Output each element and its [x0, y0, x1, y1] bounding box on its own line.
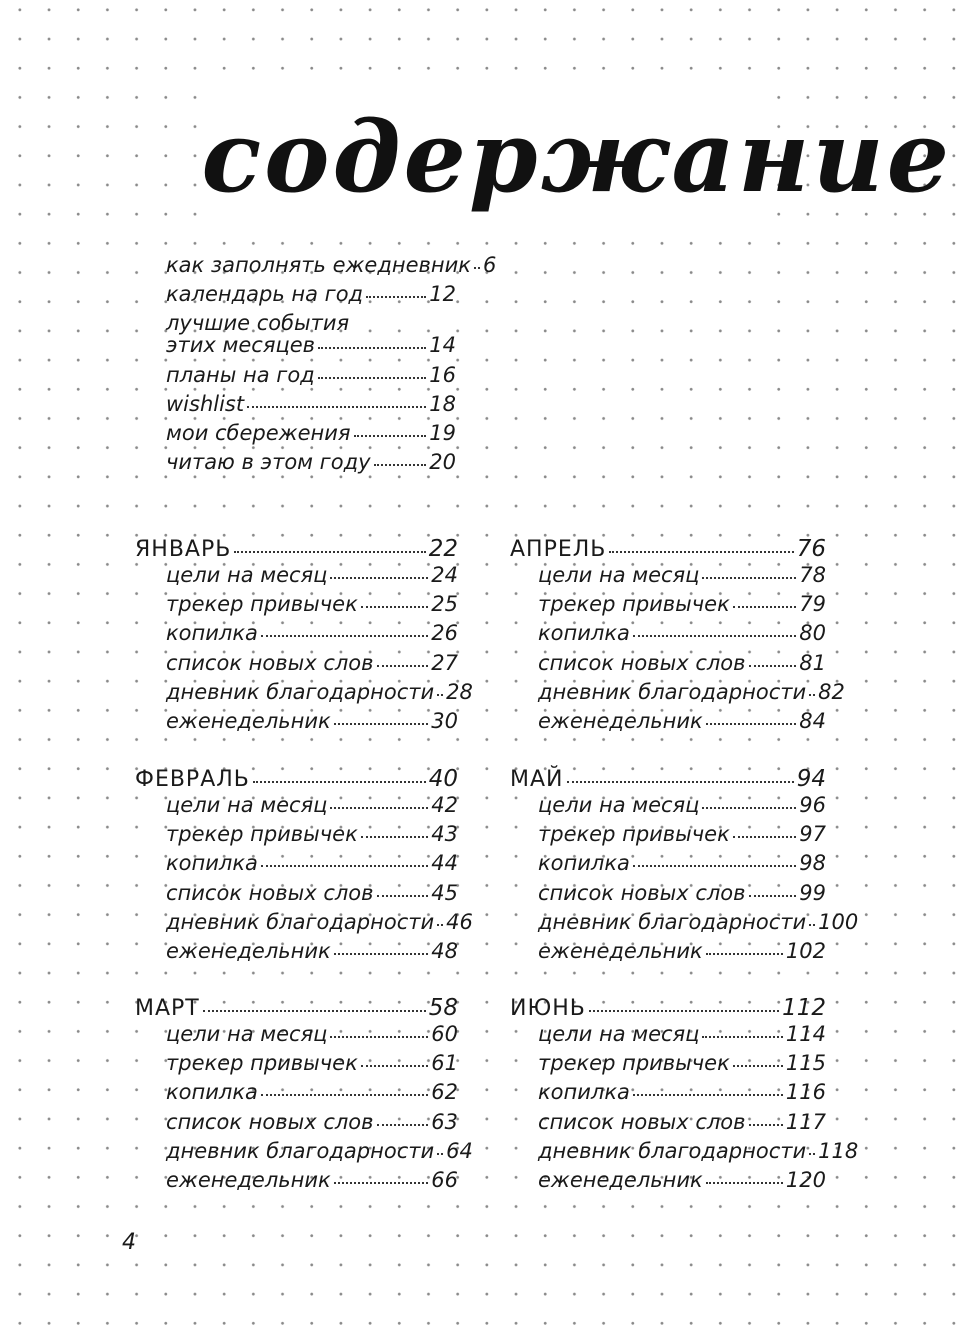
toc-page-number: 44 — [431, 851, 458, 876]
toc-entry[interactable] — [538, 938, 826, 964]
toc-page-number: 114 — [785, 1022, 826, 1046]
toc-entry-label: дневник благодарности — [538, 909, 807, 934]
toc-page-number: 20 — [429, 450, 456, 475]
toc-entry-label: ФЕВРАЛЬ — [135, 767, 250, 792]
toc-entry[interactable] — [166, 880, 458, 906]
toc-page-number: 6 — [482, 253, 497, 277]
dot-leader — [261, 1093, 428, 1096]
toc-entry-label: этих месяцев — [166, 333, 316, 358]
toc-entry-label: мои сбережения — [166, 421, 351, 445]
toc-page-number: 98 — [799, 851, 826, 876]
dot-leader — [706, 722, 797, 725]
toc-entry[interactable] — [538, 1079, 826, 1105]
toc-page-number: 62 — [431, 1080, 458, 1105]
toc-entry-label: трекер привычек — [538, 822, 730, 847]
dot-leader — [377, 894, 429, 897]
toc-entry-label: дневник благодарности — [538, 1138, 807, 1163]
toc-page-number: 76 — [796, 536, 826, 562]
toc-entry[interactable] — [538, 708, 826, 734]
toc-page-number: 81 — [799, 650, 826, 675]
toc-page-number: 58 — [428, 995, 458, 1021]
toc-entry[interactable] — [538, 909, 859, 935]
toc-entry[interactable] — [166, 420, 456, 446]
toc-entry[interactable] — [538, 880, 826, 906]
toc-entry-label: список новых слов — [166, 880, 374, 905]
toc-page-number: 84 — [799, 709, 826, 733]
toc-entry-label: цели на месяц — [538, 1022, 700, 1046]
dot-leader — [261, 634, 428, 637]
toc-entry[interactable] — [538, 679, 845, 705]
toc-page-number: 26 — [431, 621, 458, 646]
dot-leader — [330, 806, 428, 809]
toc-page-number: 14 — [429, 333, 456, 358]
toc-page-number: 60 — [431, 1022, 458, 1046]
toc-entry-label: трекер привычек — [538, 1051, 730, 1076]
toc-page-number: 117 — [785, 1109, 826, 1134]
toc-entry[interactable] — [166, 938, 458, 964]
dot-leader — [203, 1009, 426, 1012]
page-title: содержание — [202, 88, 762, 228]
toc-page-number: 43 — [431, 822, 458, 847]
dot-leader — [366, 295, 426, 298]
dot-leader — [809, 693, 815, 696]
toc-entry[interactable] — [538, 1021, 826, 1047]
toc-entry-label: копилка — [166, 621, 258, 646]
toc-page-number: 82 — [818, 679, 845, 704]
dot-leader — [437, 693, 443, 696]
dot-leader — [247, 405, 426, 408]
toc-entry-label: дневник благодарности — [166, 679, 435, 704]
dot-leader — [330, 1035, 428, 1038]
dot-leader — [377, 664, 429, 667]
toc-entry-label: копилка — [538, 851, 630, 876]
toc-page-number: 12 — [429, 282, 456, 307]
dot-leader — [749, 894, 797, 897]
toc-entry[interactable] — [166, 281, 456, 307]
toc-entry[interactable] — [166, 792, 458, 818]
toc-entry-label: дневник благодарности — [538, 679, 807, 704]
toc-entry-label: список новых слов — [538, 1109, 746, 1134]
toc-entry-label: календарь на год — [166, 282, 364, 307]
toc-entry[interactable] — [166, 650, 458, 676]
toc-entry-label: ИЮНЬ — [510, 996, 586, 1021]
toc-page-number: 16 — [429, 362, 456, 387]
toc-entry-label: еженедельник — [166, 1168, 331, 1192]
toc-entry[interactable] — [166, 1109, 458, 1135]
toc-page-number: 42 — [431, 793, 458, 817]
toc-entry[interactable] — [166, 1079, 458, 1105]
toc-entry-label: читаю в этом году — [166, 450, 371, 475]
toc-entry[interactable] — [538, 850, 826, 876]
dot-leader — [261, 864, 428, 867]
toc-entry-label: wishlist — [166, 391, 245, 416]
dot-leader — [234, 550, 425, 553]
toc-page-number: 48 — [431, 939, 458, 963]
dot-leader — [809, 923, 815, 926]
dot-leader — [589, 1009, 779, 1012]
dot-leader — [437, 923, 443, 926]
dot-leader — [809, 1152, 815, 1155]
dot-leader — [354, 434, 427, 437]
toc-page-number: 19 — [429, 421, 456, 445]
dot-leader — [330, 576, 428, 579]
dot-leader — [733, 835, 796, 838]
dot-leader — [437, 1152, 443, 1155]
toc-page-number: 28 — [446, 679, 473, 704]
toc-entry[interactable] — [166, 1167, 458, 1193]
toc-page-number: 24 — [431, 563, 458, 587]
toc-section-heading[interactable] — [510, 766, 826, 793]
toc-entry[interactable] — [166, 1050, 458, 1076]
toc-page-number: 64 — [446, 1138, 473, 1163]
toc-page-number: 30 — [431, 709, 458, 733]
toc-page-number: 102 — [785, 939, 826, 963]
toc-section-heading[interactable] — [510, 995, 826, 1022]
toc-entry-label: трекер привычек — [166, 592, 358, 617]
toc-page-number: 96 — [799, 793, 826, 817]
toc-entry[interactable] — [166, 850, 458, 876]
toc-page-number: 27 — [431, 650, 458, 675]
dot-leader — [253, 780, 426, 783]
toc-entry[interactable] — [166, 562, 458, 588]
toc-page-number: 120 — [785, 1168, 826, 1192]
toc-entry-label: дневник благодарности — [166, 909, 435, 934]
toc-page-number: 46 — [446, 909, 473, 934]
toc-entry[interactable] — [538, 650, 826, 676]
toc-entry-label: цели на месяц — [166, 563, 328, 587]
toc-page-number: 118 — [818, 1138, 859, 1163]
dot-leader — [334, 1181, 429, 1184]
toc-section-heading[interactable] — [510, 536, 826, 563]
toc-entry[interactable] — [538, 792, 826, 818]
toc-entry-label: трекер привычек — [538, 592, 730, 617]
toc-entry[interactable] — [166, 591, 458, 617]
toc-entry[interactable] — [166, 620, 458, 646]
toc-entry[interactable] — [538, 821, 826, 847]
toc-entry-label: цели на месяц — [538, 793, 700, 817]
page-number: 4 — [122, 1230, 136, 1255]
toc-entry-label: дневник благодарности — [166, 1138, 435, 1163]
toc-entry-label: еженедельник — [166, 709, 331, 733]
toc-entry-label: список новых слов — [166, 1109, 374, 1134]
toc-entry[interactable] — [166, 449, 456, 475]
toc-page-number: 45 — [431, 880, 458, 905]
toc-page-number: 18 — [429, 391, 456, 416]
toc-entry[interactable] — [538, 1050, 826, 1076]
dot-leader — [749, 664, 797, 667]
toc-entry-label: цели на месяц — [166, 793, 328, 817]
dot-leader — [361, 835, 428, 838]
toc-entry-label: список новых слов — [538, 650, 746, 675]
toc-entry[interactable] — [538, 1167, 826, 1193]
dot-leader — [702, 806, 796, 809]
dot-leader — [334, 952, 429, 955]
toc-entry[interactable] — [166, 708, 458, 734]
toc-page-number: 78 — [799, 563, 826, 587]
toc-entry[interactable] — [538, 620, 826, 646]
dot-leader — [374, 463, 427, 466]
dot-leader — [318, 346, 426, 349]
toc-entry-label: еженедельник — [538, 709, 703, 733]
toc-entry[interactable] — [166, 1138, 473, 1164]
dot-leader — [633, 864, 796, 867]
dot-leader — [377, 1123, 429, 1126]
toc-entry[interactable] — [166, 332, 456, 358]
toc-entry[interactable] — [166, 252, 497, 278]
toc-page-number: 94 — [796, 766, 826, 792]
dot-leader — [567, 780, 794, 783]
toc-page-number: 112 — [782, 995, 826, 1021]
dot-leader — [361, 605, 428, 608]
toc-entry-label: цели на месяц — [166, 1022, 328, 1046]
dot-leader — [702, 576, 796, 579]
toc-entry[interactable] — [538, 1138, 859, 1164]
dot-leader — [474, 266, 480, 269]
toc-entry[interactable] — [538, 1109, 826, 1135]
toc-page-number: 25 — [431, 592, 458, 617]
toc-entry-label: копилка — [166, 851, 258, 876]
toc-page-number: 116 — [785, 1080, 826, 1105]
dot-leader — [733, 605, 796, 608]
toc-entry-label: еженедельник — [538, 1168, 703, 1192]
toc-entry[interactable] — [538, 562, 826, 588]
dot-leader — [633, 1093, 783, 1096]
dot-leader — [609, 550, 793, 553]
toc-page-number: 100 — [818, 909, 859, 934]
toc-entry-label: еженедельник — [166, 939, 331, 963]
toc-page-number: 63 — [431, 1109, 458, 1134]
toc-entry-label: копилка — [538, 621, 630, 646]
toc-section-heading[interactable] — [135, 995, 458, 1022]
toc-entry-label: МАЙ — [510, 767, 564, 792]
toc-page-number: 80 — [799, 621, 826, 646]
toc-page-number: 61 — [431, 1051, 458, 1076]
toc-entry[interactable] — [166, 362, 456, 388]
toc-page-number: 40 — [428, 766, 458, 792]
toc-entry-label: планы на год — [166, 362, 315, 387]
toc-section-heading[interactable] — [135, 766, 458, 793]
toc-page-number: 115 — [785, 1051, 826, 1076]
toc-entry-label: копилка — [166, 1080, 258, 1105]
toc-page-number: 79 — [799, 592, 826, 617]
toc-entry-label: АПРЕЛЬ — [510, 537, 607, 562]
dot-leader — [749, 1123, 783, 1126]
toc-page-number: 22 — [428, 536, 458, 562]
toc-page-number: 66 — [431, 1168, 458, 1192]
toc-entry-label: трекер привычек — [166, 822, 358, 847]
toc-entry-label: список новых слов — [166, 650, 374, 675]
toc-entry-label: трекер привычек — [166, 1051, 358, 1076]
toc-entry-label: МАРТ — [135, 996, 200, 1021]
dot-leader — [706, 952, 783, 955]
dot-leader — [361, 1064, 428, 1067]
toc-page-number: 99 — [799, 880, 826, 905]
toc-entry-label-line1: лучшие события — [166, 311, 350, 336]
toc-section-heading[interactable] — [135, 536, 458, 563]
dot-leader — [706, 1181, 783, 1184]
toc-entry[interactable] — [538, 591, 826, 617]
toc-entry[interactable] — [166, 909, 473, 935]
toc-page-number: 97 — [799, 822, 826, 847]
dot-leader — [633, 634, 796, 637]
toc-entry-label: копилка — [538, 1080, 630, 1105]
dot-leader — [334, 722, 429, 725]
toc-entry[interactable] — [166, 391, 456, 417]
dot-leader — [702, 1035, 782, 1038]
dot-leader — [318, 376, 427, 379]
toc-entry-label: как заполнять ежедневник — [166, 253, 471, 277]
dot-leader — [733, 1064, 783, 1067]
toc-entry-label: список новых слов — [538, 880, 746, 905]
toc-entry[interactable] — [166, 679, 473, 705]
toc-entry-label: ЯНВАРЬ — [135, 537, 232, 562]
toc-entry-label: цели на месяц — [538, 563, 700, 587]
toc-entry-label: еженедельник — [538, 939, 703, 963]
toc-entry[interactable] — [166, 1021, 458, 1047]
toc-entry[interactable] — [166, 821, 458, 847]
